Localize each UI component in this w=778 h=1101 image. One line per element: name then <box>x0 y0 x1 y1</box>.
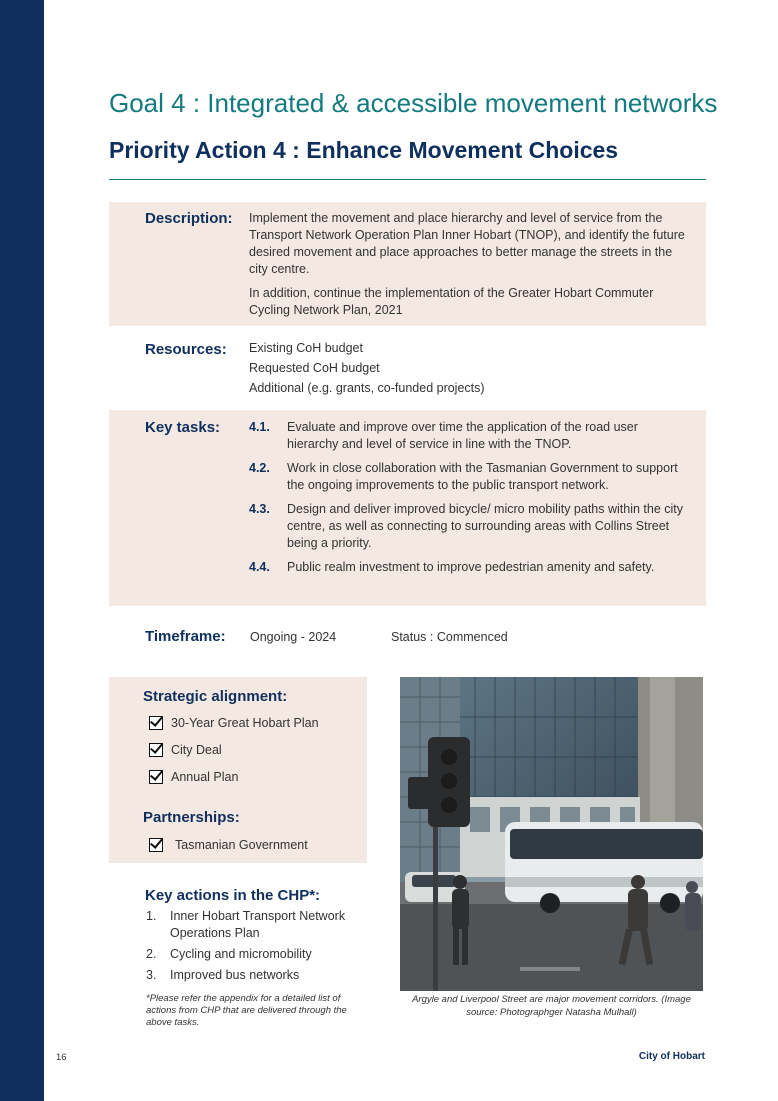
chp-item <box>146 946 366 963</box>
description-body <box>249 210 689 326</box>
timeframe-label: Timeframe: <box>145 628 226 645</box>
resources-body <box>249 338 689 398</box>
checked-box-icon <box>149 770 163 784</box>
street-photo <box>400 677 703 991</box>
alignment-item <box>149 716 319 730</box>
footer-organisation: City of Hobart <box>638 1051 705 1062</box>
alignment-item-label: Annual Plan <box>171 770 239 784</box>
goal-title: Goal 4 : Integrated & accessible movement networks <box>109 88 718 118</box>
priority-title: Priority Action 4 : Enhance Movement Choices <box>109 137 619 163</box>
resources-section <box>109 330 706 406</box>
status-value: Status : Commenced <box>391 630 508 644</box>
chp-item-number: 2. <box>146 947 157 961</box>
resource-item: Existing CoH budget <box>249 341 363 355</box>
chp-item <box>146 908 366 942</box>
task-number: 4.3. <box>249 502 270 516</box>
chp-item <box>146 967 366 984</box>
sidebar-band <box>0 0 44 1101</box>
chp-item-number: 1. <box>146 909 157 923</box>
checked-box-icon <box>149 716 163 730</box>
partnership-item <box>149 838 308 852</box>
task-text: Public realm investment to improve pedestrian amenity and safety. <box>287 560 655 574</box>
key-tasks-label: Key tasks: <box>145 419 221 436</box>
description-paragraph: In addition, continue the implementation of the Greater Hobart Commuter Cycling Network Plan, 2021 <box>249 286 654 317</box>
task-item <box>249 419 685 453</box>
chp-footnote: *Please refer the appendix for a detailed list of actions from CHP that are delivered through the above tasks. <box>146 993 347 1028</box>
task-text: Evaluate and improve over time the application of the road user hierarchy and level of service in line with the TNOP. <box>287 420 638 451</box>
task-item <box>249 460 685 494</box>
chp-item-text: Inner Hobart Transport Network Operations Plan <box>170 909 346 940</box>
key-tasks-list <box>249 419 685 583</box>
task-item <box>249 501 685 552</box>
chp-heading: Key actions in the CHP*: <box>145 887 321 904</box>
photo-caption: Argyle and Liverpool Street are major movement corridors. (Image source: Photographger Natasha Mulhall) <box>412 994 691 1018</box>
task-text: Work in close collaboration with the Tasmanian Government to support the ongoing improvements to the public transport network. <box>287 461 678 492</box>
title-divider <box>109 179 706 180</box>
checked-box-icon <box>149 743 163 757</box>
task-number: 4.1. <box>249 420 270 434</box>
alignment-item-label: 30-Year Great Hobart Plan <box>171 716 319 730</box>
chp-item-text: Cycling and micromobility <box>170 947 312 961</box>
task-text: Design and deliver improved bicycle/ micro mobility paths within the city centre, as well as connecting to surrounding areas with Collins Street being a priority. <box>287 502 683 550</box>
task-item <box>249 559 685 576</box>
chp-item-text: Improved bus networks <box>170 968 300 982</box>
resources-label: Resources: <box>145 341 227 358</box>
description-paragraph: Implement the movement and place hierarchy and level of service from the Transport Network Operation Plan Inner Hobart (TNOP), and identify the future desired movement and place approaches to better manage the streets in the city centre. <box>249 211 685 276</box>
key-tasks-section <box>109 410 706 606</box>
partnerships-label: Partnerships: <box>143 809 240 826</box>
task-number: 4.4. <box>249 560 270 574</box>
description-section <box>109 202 706 326</box>
strategic-alignment-label: Strategic alignment: <box>143 688 288 705</box>
resource-item: Additional (e.g. grants, co-funded projects) <box>249 381 485 395</box>
checked-box-icon <box>149 838 163 852</box>
page-number: 16 <box>56 1052 67 1063</box>
partnership-item-label: Tasmanian Government <box>175 838 308 852</box>
alignment-item-label: City Deal <box>171 743 222 757</box>
alignment-item <box>149 743 222 757</box>
street-scene-image <box>400 677 703 991</box>
task-number: 4.2. <box>249 461 270 475</box>
chp-list <box>146 908 366 988</box>
resource-item: Requested CoH budget <box>249 361 380 375</box>
timeframe-value: Ongoing - 2024 <box>250 630 337 644</box>
description-label: Description: <box>145 210 233 227</box>
chp-item-number: 3. <box>146 968 157 982</box>
strategic-alignment-panel <box>109 677 367 863</box>
alignment-item <box>149 770 238 784</box>
